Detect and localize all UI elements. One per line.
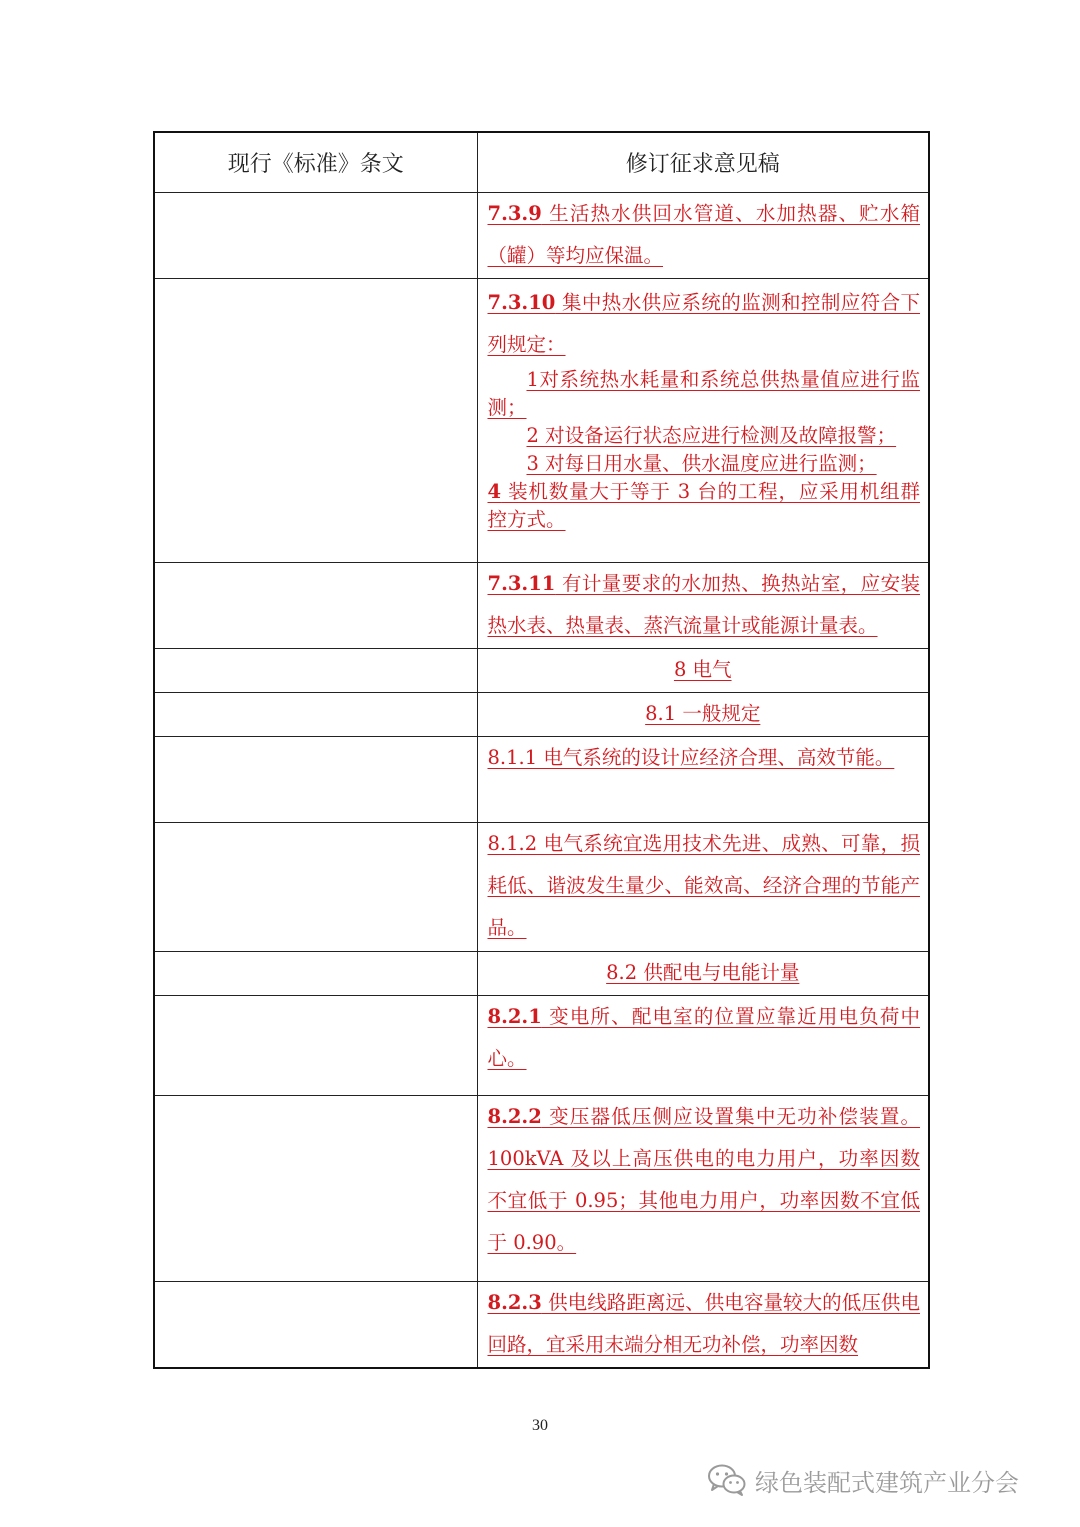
current-cell [154,648,477,692]
header-revision-draft: 修订征求意见稿 [477,132,929,192]
revision-cell [477,736,929,822]
header-current-standard: 现行《标准》条文 [154,132,477,192]
chapter-heading: 8 电气 [673,657,732,681]
clause-number: 8.2.3 [487,1290,542,1314]
clause-text: 变电所、配电室的位置应靠近用电负荷中心。 [487,1004,920,1070]
wechat-icon [707,1463,747,1497]
current-cell [154,562,477,648]
table-row [154,995,929,1095]
table-row [154,692,929,736]
table-row [154,648,929,692]
list-item: 3 对每日用水量、供水温度应进行监测； [526,451,877,475]
clause-number: 8.2.1 [487,1004,542,1028]
table-row [154,1095,929,1281]
current-cell [154,736,477,822]
revision-cell [477,692,929,736]
list-item-number: 4 [487,479,502,503]
revision-cell [477,278,929,562]
revision-cell [477,192,929,278]
clause-text: 供电线路距离远、供电容量较大的低压供电回路，宜采用末端分相无功补偿，功率因数 [487,1290,920,1356]
table-row [154,562,929,648]
clause-text: 8.1.2 电气系统宜选用技术先进、成熟、可靠，损耗低、谐波发生量少、能效高、经济合理的节能产品。 [487,831,920,939]
revision-cell [477,951,929,995]
current-cell [154,692,477,736]
table-row [154,822,929,951]
clause-text: 变压器低压侧应设置集中无功补偿装置。100kVA 及以上高压供电的电力用户，功率因数不宜低于 0.95；其他电力用户，功率因数不宜低于 0.90。 [487,1104,920,1254]
table-row [154,192,929,278]
current-cell [154,1095,477,1281]
clause-number: 7.3.10 [487,290,556,314]
clause-number: 7.3.11 [487,571,556,595]
list-item: 装机数量大于等于 3 台的工程，应采用机组群控方式。 [487,479,920,531]
current-cell [154,822,477,951]
section-heading: 8.1 一般规定 [645,701,761,725]
clause-number: 7.3.9 [487,201,542,225]
revision-cell [477,1281,929,1368]
current-cell [154,278,477,562]
table-row [154,951,929,995]
revision-cell [477,648,929,692]
section-heading: 8.2 供配电与电能计量 [606,960,800,984]
revision-cell [477,1095,929,1281]
table-row [154,278,929,562]
current-cell [154,951,477,995]
table-header-row [154,132,929,192]
list-item: 1对系统热水耗量和系统总供热量值应进行监测； [487,367,920,419]
clause-text: 8.1.1 电气系统的设计应经济合理、高效节能。 [487,745,895,769]
clause-text: 有计量要求的水加热、换热站室，应安装热水表、热量表、蒸汽流量计或能源计量表。 [487,571,920,637]
table-row [154,736,929,822]
clause-text: 生活热水供回水管道、水加热器、贮水箱（罐）等均应保温。 [487,201,920,267]
clause-text: 集中热水供应系统的监测和控制应符合下列规定： [487,290,920,356]
revision-cell [477,995,929,1095]
current-cell [154,192,477,278]
watermark-text: 绿色装配式建筑产业分会 [755,1468,1019,1497]
revision-cell [477,822,929,951]
revision-cell [477,562,929,648]
current-cell [154,995,477,1095]
page-number: 30 [532,1417,548,1434]
table-row [154,1281,929,1368]
watermark [707,1460,1019,1500]
clause-number: 8.2.2 [487,1104,542,1128]
comparison-table [153,131,930,1369]
current-cell [154,1281,477,1368]
list-item: 2 对设备运行状态应进行检测及故障报警； [526,423,897,447]
